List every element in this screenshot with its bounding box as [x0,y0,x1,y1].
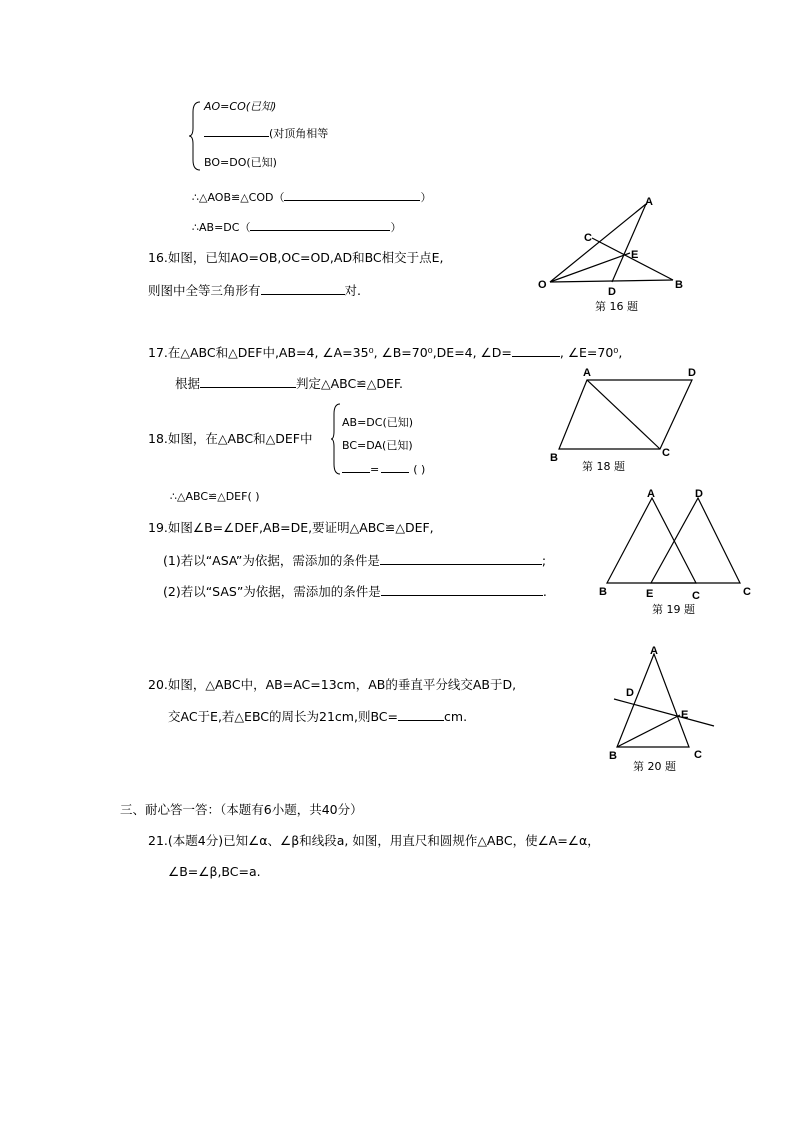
q16-label-D: D [608,286,616,298]
q18-line1: AB=DC(已知) [342,416,414,429]
q15-c1-suffix: ） [420,191,432,204]
section3-title: 三、耐心答一答：（本题有6小题，共40分） [120,802,363,817]
q19-blank2[interactable] [381,583,543,596]
q17-blank1[interactable] [512,344,560,357]
q20-figure [600,640,725,775]
q19-line1: 19.如图∠B=∠DEF,AB=DE,要证明△ABC≌△DEF, [148,520,434,535]
q19-label-E: E [646,588,654,600]
q20-label-C: C [694,749,702,761]
q18-line3 [342,460,425,478]
q16-caption: 第 16 题 [595,300,638,313]
q18-figure [545,362,715,478]
q20-seg-BE [617,715,680,747]
q15-blank2[interactable] [284,188,420,201]
q19-label-B: B [599,586,607,598]
q16-seg-AD [612,204,646,282]
q19-line2 [163,552,546,569]
q15-blank1[interactable] [204,124,269,137]
q20-label-E: E [681,709,689,721]
q20-line2-suffix: cm. [444,709,468,724]
q19-line3-prefix: (2)若以“SAS”为依据，需添加的条件是 [163,584,381,599]
q19-figure [595,482,760,622]
q18-label-C: C [662,447,670,459]
q18-blank2[interactable] [381,460,409,473]
q18-label-B: B [550,452,558,464]
q18-label-A: A [583,367,591,379]
q18-prefix: 18.如图，在△ABC和△DEF中 [148,431,313,446]
q18-label-D: D [688,367,696,379]
q18-brace [330,402,342,476]
q16-seg-OA [550,204,646,282]
q16-label-B: B [675,279,683,291]
q18-parallelogram [559,380,692,449]
q19-triangle-DEF [651,498,740,583]
q21-line2: ∠B=∠β,BC=a. [168,864,261,879]
q17-line1-a: 17.在△ABC和△DEF中,AB=4, ∠A=35⁰, ∠B=70⁰,DE=4, ∠D= [148,345,512,360]
q20-label-B: B [609,750,617,762]
q20-caption: 第 20 题 [633,760,676,773]
q15-line2-text: (对顶角相等 [269,127,329,140]
q16-line1: 16.如图，已知AO=OB,OC=OD,AD和BC相交于点E, [148,250,444,265]
q16-label-A: A [645,196,653,208]
q19-label-D: D [695,488,703,500]
q20-label-A: A [650,645,658,657]
q15-conclusion1 [192,188,431,206]
q20-triangle-ABC [617,654,689,747]
q17-line2-suffix: 判定△ABC≌△DEF. [296,376,404,391]
q16-label-C: C [584,232,592,244]
q15-line2 [204,124,328,142]
q15-c2-suffix: ） [390,221,402,234]
q18-line3-paren: ( ) [413,463,426,476]
q20-line1: 20.如图，△ABC中，AB=AC=13cm，AB的垂直平分线交AB于D, [148,677,517,692]
q19-label-A: A [647,488,655,500]
q19-line2-prefix: (1)若以“ASA”为依据，需添加的条件是 [163,553,380,568]
q15-line3: BO=DO(已知) [204,156,277,169]
q16-figure [530,190,690,318]
q17-line1 [148,344,622,361]
q20-blank[interactable] [398,708,444,721]
q15-c2-prefix: ∴AB=DC（ [192,221,251,234]
q20-line2 [168,708,467,725]
q19-line2-suffix: ; [541,553,547,568]
q19-triangle-ABC [607,498,696,583]
q16-label-O: O [538,279,547,291]
q15-line1: AO=CO(已知) [204,100,277,113]
q16-label-E: E [631,249,639,261]
q19-line3-suffix: . [542,584,547,599]
q18-conclusion: ∴△ABC≌△DEF( ) [170,490,260,503]
q18-blank1[interactable] [342,460,370,473]
q17-line2-prefix: 根据 [175,376,201,391]
q15-c1-prefix: ∴△AOB≌△COD（ [192,191,285,204]
q19-caption: 第 19 题 [652,603,695,616]
q17-line2 [175,375,403,392]
q15-conclusion2 [192,218,401,236]
q21-line1: 21.(本题4分)已知∠α、∠β和线段a, 如图，用直尺和圆规作△ABC，使∠A=∠α， [148,833,600,848]
q16-line2-prefix: 则图中全等三角形有 [148,283,261,298]
q19-line3 [163,583,547,600]
q15-brace [188,100,202,172]
q16-line2-suffix: 对. [344,283,361,298]
q16-line2 [148,282,361,299]
q19-blank1[interactable] [380,552,542,565]
q17-line1-b: , ∠E=70⁰, [559,345,623,360]
q16-blank[interactable] [261,282,345,295]
q20-label-D: D [626,687,634,699]
q17-blank2[interactable] [200,375,296,388]
q18-line3-eq: = [370,463,380,476]
q20-line2-prefix: 交AC于E,若△EBC的周长为21cm,则BC= [168,709,399,724]
q19-label-C-outer: C [743,586,751,598]
q18-caption: 第 18 题 [582,460,625,473]
q15-blank3[interactable] [250,218,390,231]
q19-label-C-inner: C [692,590,700,602]
q18-diagonal-AC [587,380,660,449]
q20-perp-bisector [614,699,714,726]
q18-line2: BC=DA(已知) [342,439,413,452]
